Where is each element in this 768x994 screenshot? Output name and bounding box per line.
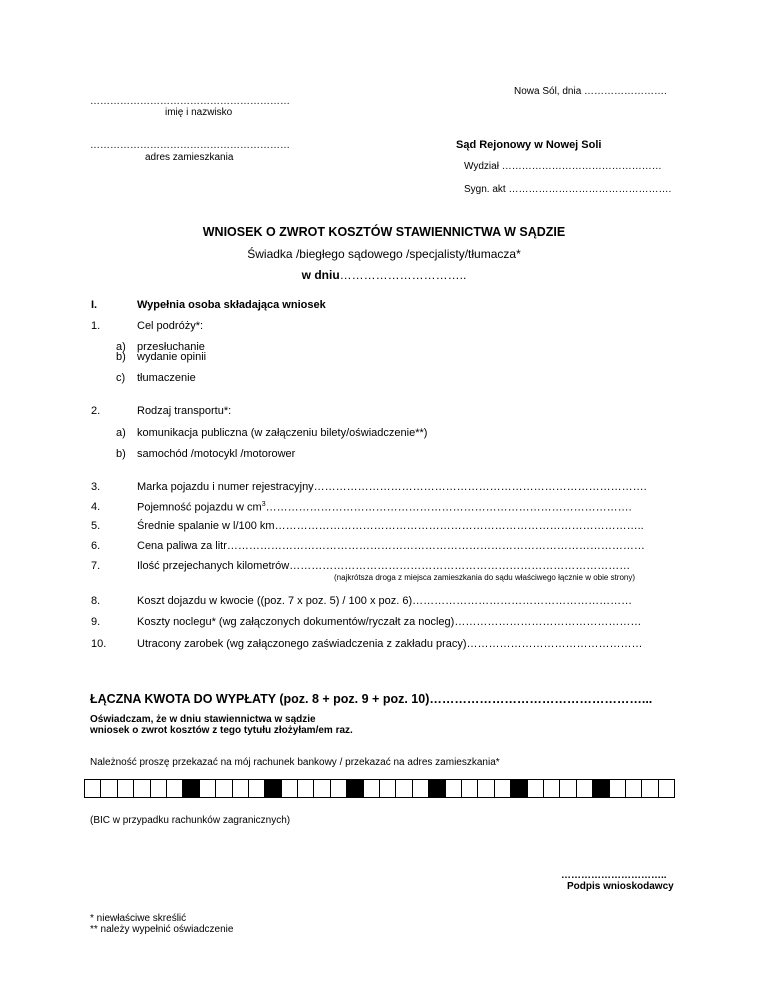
account-digit-cell[interactable] [151,780,167,797]
account-digit-cell[interactable] [85,780,101,797]
cubic-superscript: 3 [261,501,266,508]
date-label: w dniu [301,268,340,282]
account-separator-cell [511,780,527,797]
item-number: 3. [91,481,101,493]
bic-note: (BIC w przypadku rachunków zagranicznych) [90,815,291,826]
total-amount-line [90,692,652,706]
travel-purpose-label: Cel podróży*: [137,320,204,332]
footnote-2: ** należy wypełnić oświadczenie [90,924,234,935]
item-number: 6. [91,540,101,552]
account-digit-cell[interactable] [200,780,216,797]
account-separator-cell [347,780,363,797]
account-digit-cell[interactable] [249,780,265,797]
lost-earnings-field[interactable]: Utracony zarobek (wg załączonego zaświadczenia z zakładu pracy)………………………………………… [137,638,643,650]
declaration-line-1: Oświadczam, że w dniu stawiennictwa w sądzie [90,714,316,725]
account-digit-cell[interactable] [610,780,626,797]
account-separator-cell [183,780,199,797]
item-number: 5. [91,520,101,532]
transport-type-label: Rodzaj transportu*: [137,405,232,417]
account-digit-cell[interactable] [167,780,183,797]
item-number: 8. [91,595,101,607]
account-digit-cell[interactable] [282,780,298,797]
item-number: 10. [91,638,107,650]
account-digit-cell[interactable] [331,780,347,797]
section-numeral: I. [91,299,98,311]
option-letter: c) [116,372,126,384]
travel-cost-field[interactable]: Koszt dojazdu w kwocie ((poz. 7 x poz. 5) / 100 x poz. 6)…………………………………………………… [137,595,633,607]
total-amount-field[interactable]: ……………………………………………... [429,692,653,706]
option-letter: b) [116,351,126,363]
footnote-1: * niewłaściwe skreślić [90,913,187,924]
document-subtitle: Świadka /biegłego sądowego /specjalisty/tłumacza* [247,247,521,261]
account-separator-cell [265,780,281,797]
account-digit-cell[interactable] [446,780,462,797]
account-digit-cell[interactable] [233,780,249,797]
document-date-line [0,268,768,282]
vehicle-make-field[interactable]: Marka pojazdu i numer rejestracyjny………………………………………………………………………………. [137,481,647,493]
account-digit-cell[interactable] [380,780,396,797]
option-private-vehicle[interactable]: samochód /motocykl /motorower [137,448,296,460]
name-label: imię i nazwisko [165,107,233,118]
account-digit-cell[interactable] [314,780,330,797]
declaration-line-2: wniosek o zwrot kosztów z tego tytułu złożyłam/em raz. [90,725,353,736]
accommodation-cost-field[interactable]: Koszty noclegu* (wg załączonych dokumentów/ryczałt za nocleg)…………………………………………… [137,616,642,628]
document-title: WNIOSEK O ZWROT KOSZTÓW STAWIENNICTWA W SĄDZIE [202,225,566,239]
total-amount-label: ŁĄCZNA KWOTA DO WYPŁATY (poz. 8 + poz. 9 + poz. 10) [90,692,430,706]
item-number: 2. [91,405,101,417]
account-digit-cell[interactable] [118,780,134,797]
account-digit-cell[interactable] [298,780,314,797]
kilometers-note: (najkrótsza droga z miejsca zamieszkania do sądu właściwego łącznie w obie strony) [334,573,636,582]
account-digit-cell[interactable] [659,780,674,797]
account-digit-cell[interactable] [626,780,642,797]
item-number: 4. [91,501,101,513]
account-digit-cell[interactable] [560,780,576,797]
signature-label: Podpis wnioskodawcy [567,881,674,892]
department-field[interactable]: Wydział ………………………………………… [464,161,662,172]
option-expert-opinion[interactable]: wydanie opinii [137,351,207,363]
fuel-consumption-field[interactable]: Średnie spalanie w l/100 km……………………………………………………………………………………….. [137,520,644,532]
bank-account-grid[interactable] [84,779,675,798]
engine-capacity-dots[interactable]: ………………………………………………………………………………………. [265,501,632,514]
name-line[interactable]: …………………………………………………… [90,96,290,107]
option-public-transport[interactable]: komunikacja publiczna (w załączeniu bilety/oświadczenie**) [137,427,428,439]
account-digit-cell[interactable] [478,780,494,797]
date-field[interactable]: ………………………….. [339,268,467,282]
section-heading: Wypełnia osoba składająca wniosek [137,299,326,311]
address-line[interactable]: …………………………………………………… [90,140,290,151]
account-separator-cell [429,780,445,797]
account-digit-cell[interactable] [495,780,511,797]
account-digit-cell[interactable] [577,780,593,797]
account-digit-cell[interactable] [462,780,478,797]
account-digit-cell[interactable] [101,780,117,797]
place-date: Nowa Sól, dnia ……………………. [514,86,667,97]
court-name: Sąd Rejonowy w Nowej Soli [456,139,602,151]
signature-line[interactable]: ………………………….. [561,870,667,881]
case-reference-field[interactable]: Sygn. akt …………………………………………. [464,184,672,195]
account-digit-cell[interactable] [134,780,150,797]
option-letter: a) [116,341,126,353]
account-digit-cell[interactable] [544,780,560,797]
account-digit-cell[interactable] [216,780,232,797]
option-letter: b) [116,448,126,460]
address-label: adres zamieszkania [145,152,234,163]
option-hearing[interactable]: przesłuchanie [137,341,205,353]
fuel-price-field[interactable]: Cena paliwa za litr…………………………………………………………………………………………………… [137,540,645,552]
account-digit-cell[interactable] [528,780,544,797]
account-digit-cell[interactable] [413,780,429,797]
item-number: 9. [91,616,101,628]
account-digit-cell[interactable] [364,780,380,797]
option-letter: a) [116,427,126,439]
option-translation[interactable]: tłumaczenie [137,372,196,384]
bank-instruction: Należność proszę przekazać na mój rachunek bankowy / przekazać na adres zamieszkania* [90,757,500,768]
engine-capacity-label: Pojemność pojazdu w cm [137,501,262,514]
item-number: 7. [91,560,101,572]
kilometers-field[interactable]: Ilość przejechanych kilometrów………………………………………………………………………………… [137,560,631,572]
account-digit-cell[interactable] [642,780,658,797]
account-separator-cell [593,780,609,797]
engine-capacity-field[interactable] [137,501,632,514]
account-digit-cell[interactable] [396,780,412,797]
item-number: 1. [91,320,101,332]
